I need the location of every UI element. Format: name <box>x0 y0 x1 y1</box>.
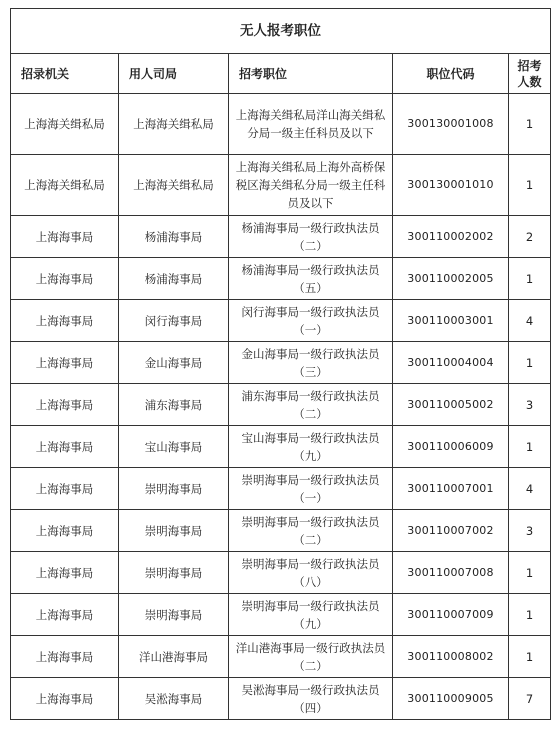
code-cell: 300110005002 <box>393 384 509 426</box>
position-cell: 杨浦海事局一级行政执法员（五） <box>229 258 393 300</box>
agency-cell: 上海海事局 <box>11 300 119 342</box>
bureau-cell: 宝山海事局 <box>119 426 229 468</box>
agency-cell: 上海海事局 <box>11 426 119 468</box>
position-cell: 杨浦海事局一级行政执法员（二） <box>229 216 393 258</box>
count-cell: 1 <box>509 426 551 468</box>
code-cell: 300130001010 <box>393 155 509 216</box>
bureau-cell: 浦东海事局 <box>119 384 229 426</box>
agency-cell: 上海海事局 <box>11 594 119 636</box>
table-row <box>11 594 551 636</box>
table-row <box>11 678 551 720</box>
count-cell: 7 <box>509 678 551 720</box>
code-cell: 300130001008 <box>393 94 509 155</box>
agency-cell: 上海海事局 <box>11 510 119 552</box>
table-title: 无人报考职位 <box>11 9 551 54</box>
count-cell: 1 <box>509 258 551 300</box>
bureau-cell: 上海海关缉私局 <box>119 94 229 155</box>
count-cell: 1 <box>509 94 551 155</box>
agency-cell: 上海海关缉私局 <box>11 94 119 155</box>
count-cell: 1 <box>509 552 551 594</box>
bureau-cell: 崇明海事局 <box>119 510 229 552</box>
job-table-container <box>10 8 550 720</box>
agency-cell: 上海海事局 <box>11 552 119 594</box>
table-row <box>11 94 551 155</box>
table-row <box>11 552 551 594</box>
position-cell: 浦东海事局一级行政执法员（二） <box>229 384 393 426</box>
agency-cell: 上海海事局 <box>11 636 119 678</box>
bureau-cell: 金山海事局 <box>119 342 229 384</box>
position-cell: 崇明海事局一级行政执法员（一） <box>229 468 393 510</box>
code-cell: 300110002002 <box>393 216 509 258</box>
job-table <box>10 8 551 720</box>
position-cell: 吴淞海事局一级行政执法员（四） <box>229 678 393 720</box>
agency-cell: 上海海事局 <box>11 384 119 426</box>
bureau-cell: 崇明海事局 <box>119 468 229 510</box>
bureau-cell: 崇明海事局 <box>119 552 229 594</box>
table-row <box>11 636 551 678</box>
count-cell: 3 <box>509 384 551 426</box>
agency-cell: 上海海事局 <box>11 258 119 300</box>
count-cell: 3 <box>509 510 551 552</box>
header-agency: 招录机关 <box>11 54 119 94</box>
count-cell: 4 <box>509 300 551 342</box>
count-cell: 4 <box>509 468 551 510</box>
code-cell: 300110008002 <box>393 636 509 678</box>
position-cell: 金山海事局一级行政执法员（三） <box>229 342 393 384</box>
agency-cell: 上海海关缉私局 <box>11 155 119 216</box>
count-cell: 1 <box>509 155 551 216</box>
agency-cell: 上海海事局 <box>11 216 119 258</box>
position-cell: 崇明海事局一级行政执法员（九） <box>229 594 393 636</box>
count-cell: 1 <box>509 342 551 384</box>
code-cell: 300110002005 <box>393 258 509 300</box>
bureau-cell: 上海海关缉私局 <box>119 155 229 216</box>
count-cell: 2 <box>509 216 551 258</box>
table-body <box>11 94 551 720</box>
code-cell: 300110006009 <box>393 426 509 468</box>
table-row <box>11 258 551 300</box>
bureau-cell: 杨浦海事局 <box>119 258 229 300</box>
position-cell: 上海海关缉私局上海外高桥保税区海关缉私分局一级主任科员及以下 <box>229 155 393 216</box>
code-cell: 300110009005 <box>393 678 509 720</box>
code-cell: 300110003001 <box>393 300 509 342</box>
position-cell: 洋山港海事局一级行政执法员（二） <box>229 636 393 678</box>
agency-cell: 上海海事局 <box>11 342 119 384</box>
code-cell: 300110004004 <box>393 342 509 384</box>
table-row <box>11 155 551 216</box>
bureau-cell: 崇明海事局 <box>119 594 229 636</box>
bureau-cell: 闵行海事局 <box>119 300 229 342</box>
bureau-cell: 洋山港海事局 <box>119 636 229 678</box>
code-cell: 300110007001 <box>393 468 509 510</box>
count-cell: 1 <box>509 594 551 636</box>
table-row <box>11 510 551 552</box>
table-row <box>11 384 551 426</box>
table-row <box>11 216 551 258</box>
bureau-cell: 吴淞海事局 <box>119 678 229 720</box>
code-cell: 300110007009 <box>393 594 509 636</box>
position-cell: 崇明海事局一级行政执法员（二） <box>229 510 393 552</box>
bureau-cell: 杨浦海事局 <box>119 216 229 258</box>
table-row <box>11 468 551 510</box>
position-cell: 崇明海事局一级行政执法员（八） <box>229 552 393 594</box>
table-row <box>11 300 551 342</box>
position-cell: 宝山海事局一级行政执法员（九） <box>229 426 393 468</box>
header-position: 招考职位 <box>229 54 393 94</box>
header-count: 招考人数 <box>509 54 551 94</box>
count-cell: 1 <box>509 636 551 678</box>
position-cell: 闵行海事局一级行政执法员（一） <box>229 300 393 342</box>
agency-cell: 上海海事局 <box>11 678 119 720</box>
code-cell: 300110007002 <box>393 510 509 552</box>
code-cell: 300110007008 <box>393 552 509 594</box>
agency-cell: 上海海事局 <box>11 468 119 510</box>
header-code: 职位代码 <box>393 54 509 94</box>
table-row <box>11 426 551 468</box>
table-row <box>11 342 551 384</box>
position-cell: 上海海关缉私局洋山海关缉私分局一级主任科员及以下 <box>229 94 393 155</box>
header-bureau: 用人司局 <box>119 54 229 94</box>
